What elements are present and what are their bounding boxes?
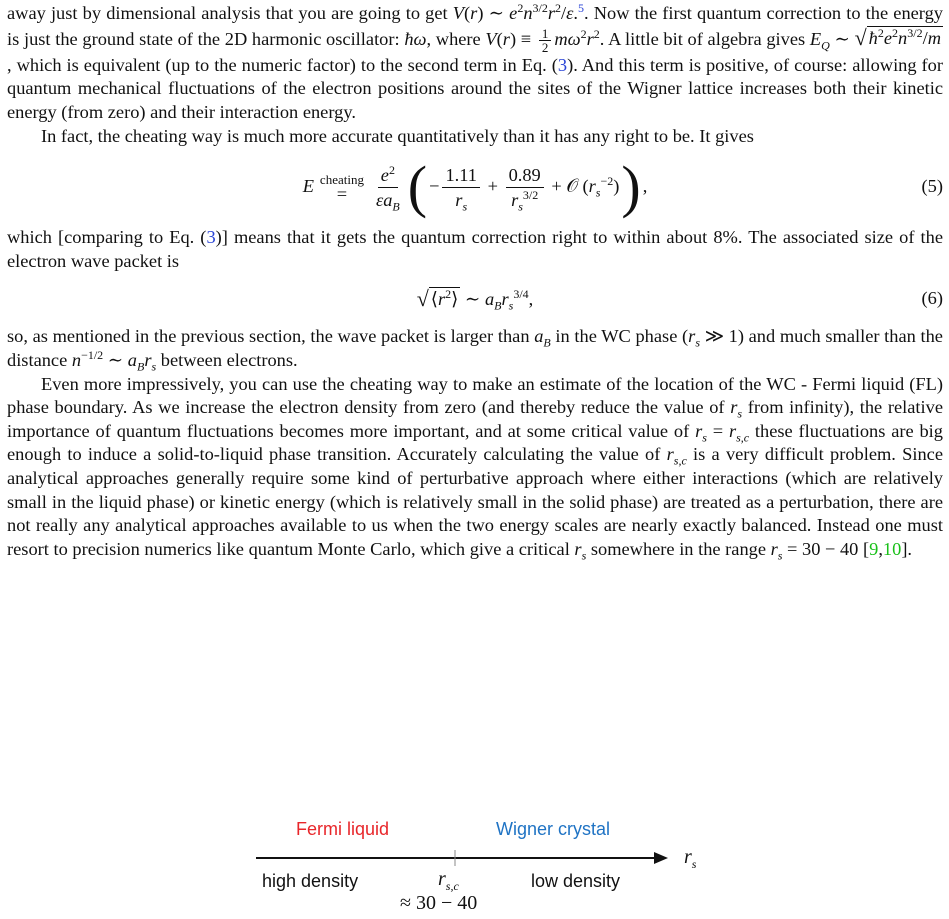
paragraph-5: Even more impressively, you can use the cheating way to make an estimate of the location of the WC - Fermi liquid (FL) phase boundary. As we increase the electron density from zero (and thereby reduce the value of $r_s$ from infinity), the relative importance of quantum fluctuations becomes more important, and at some critical value of $r_s = r_{s,c}$ these fluctuations are big enough to induce a solid-to-liquid phase transition. Accurately calculating the value of $r_{s,c}$ is a very difficult problem. Since analytical approaches generally require some kind of perturbative approach where either interactions (which are relatively small in the liquid phase) or kinetic energy (which is relatively small in the solid phase) are treated as a perturbation, there are not really any analytical approaches available to us when the two energy scales are nearly exactly balanced. Instead one must resort to precision numerics like quantum Monte Carlo, which give a critical $r_s$ somewhere in the range $r_s = 30 - 40$ [9,10]. [7, 373, 943, 563]
paragraph-4: so, as mentioned in the previous section, the wave packet is larger than $a_B$ in the WC phase ($r_s$ ≫ 1) and much smaller than the distance $n^{-1/2}$ ∼ $a_Br_s$ between electrons. [7, 326, 943, 374]
citation-9[interactable]: 9 [869, 538, 879, 559]
citation-10[interactable]: 10 [882, 538, 902, 559]
axis-arrowhead-icon [654, 852, 668, 864]
eq-ref-3[interactable]: 3 [557, 54, 568, 75]
critical-value-label: ≈ 30 − 40 [400, 892, 478, 914]
phase-diagram [250, 812, 720, 917]
paragraph-3: which [comparing to Eq. (3)] means that it gets the quantum correction right to within about 8%. The associated size of the electron wave packet is [7, 227, 943, 271]
paper-page [7, 2, 943, 561]
eq-ref-3b[interactable]: 3 [206, 227, 216, 248]
equation-number-5: (5) [921, 176, 943, 197]
equation-5: E cheating = $\frac{e^2}{\varepsilon a_B}$ ( − $\frac{1.11}{r_s}$ + $\frac{0.89}{r_s^{3/2}}$ + 𝒪 $(r_s^{-2})$ ) , (5) [302, 154, 943, 220]
equation-number-6: (6) [921, 288, 943, 309]
high-density-label: high density [262, 871, 359, 891]
axis-variable-label: $r_s$ [684, 846, 697, 871]
wigner-crystal-label: Wigner crystal [496, 819, 611, 839]
critical-rsc-label: $r_{s,c}$ [438, 868, 459, 893]
footnote-ref[interactable]: 5 [578, 0, 585, 15]
equation-6: √ $⟨r^2⟩$ ∼ $a_Br_s^{3/4}$, (6) [416, 286, 943, 313]
fermi-liquid-label: Fermi liquid [296, 819, 390, 839]
paragraph-2: In fact, the cheating way is much more accurate quantitatively than it has any right to be. It gives [41, 125, 754, 146]
paragraph-1: away just by dimensional analysis that you are going to get V(r) ∼ $e^2n^{3/2}r^2/\varepsilon.^5$. Now the first quantum correction to the energy is just the ground state of the 2D harmonic oscillator: ħω, where V(r) ≡ $\frac{1}{2}$ $m\omega^2r^2$. A little bit of algebra gives $E_Q$ ∼ √ $ħ^2e^2n^{3/2}/m$ , which is equivalent (up to the numeric factor) to the second term in Eq. (3). And this term is positive, of course: allowing for quantum mechanical fluctuations of the electron positions around the sites of the Wigner lattice increases both their kinetic energy (from zero) and their interaction energy. [7, 0, 944, 123]
low-density-label: low density [531, 871, 621, 891]
